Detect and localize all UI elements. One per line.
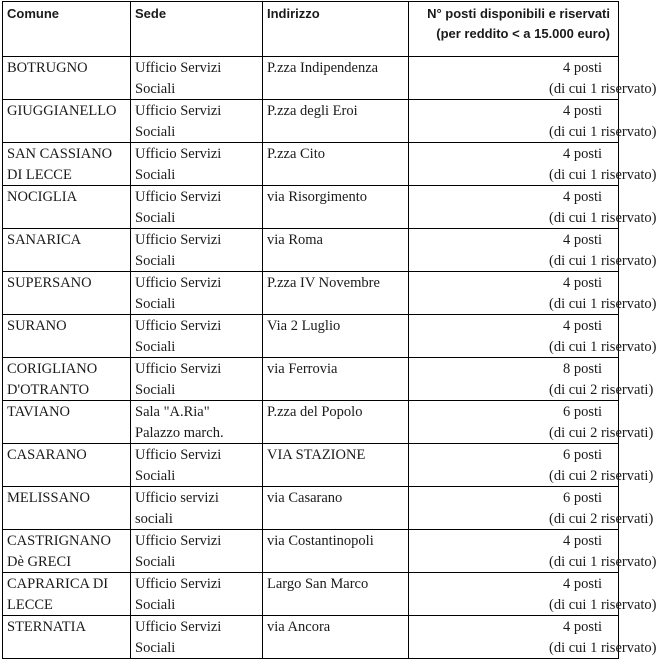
cell-posti bbox=[409, 315, 657, 358]
cell-sede-line: Sociali bbox=[135, 295, 176, 312]
cell-sede-line: Ufficio Servizi bbox=[135, 103, 222, 119]
cell-comune-line: CORIGLIANO bbox=[7, 361, 98, 377]
posti-count: 4 posti bbox=[562, 533, 603, 549]
cell-comune-line: Dè GRECI bbox=[7, 553, 72, 570]
cell-comune bbox=[3, 530, 131, 573]
posti-count: 6 posti bbox=[562, 490, 603, 506]
cell-sede bbox=[131, 100, 263, 143]
cell-indirizzo: via Ancora bbox=[263, 616, 409, 659]
cell-sede-line: Ufficio servizi bbox=[135, 490, 219, 506]
cell-sede-line: Ufficio Servizi bbox=[135, 146, 222, 162]
cell-sede-line: Ufficio Servizi bbox=[135, 533, 222, 549]
cell-comune-line: SANARICA bbox=[7, 232, 82, 248]
posti-riservati: (di cui 2 riservati) bbox=[549, 510, 654, 527]
posti-count: 8 posti bbox=[562, 361, 603, 377]
cell-indirizzo: P.zza IV Novembre bbox=[263, 272, 409, 315]
cell-comune bbox=[3, 401, 131, 444]
cell-comune-line: TAVIANO bbox=[7, 404, 71, 420]
posti-count: 4 posti bbox=[562, 275, 603, 291]
cell-sede-line: Sociali bbox=[135, 467, 176, 484]
cell-sede-line: Ufficio Servizi bbox=[135, 361, 222, 377]
cell-comune-line: D'OTRANTO bbox=[7, 381, 90, 398]
cell-indirizzo: P.zza Indipendenza bbox=[263, 57, 409, 100]
posti-riservati: (di cui 1 riservato) bbox=[549, 338, 657, 355]
cell-comune-line: CASTRIGNANO bbox=[7, 533, 111, 549]
cell-posti bbox=[409, 530, 657, 573]
table-row bbox=[3, 272, 619, 315]
table-row bbox=[3, 616, 619, 659]
cell-sede bbox=[131, 229, 263, 272]
cell-comune-line: CASARANO bbox=[7, 447, 87, 463]
table-row bbox=[3, 186, 619, 229]
cell-posti bbox=[409, 272, 657, 315]
cell-sede-line: Ufficio Servizi bbox=[135, 318, 222, 334]
cell-sede bbox=[131, 444, 263, 487]
cell-posti bbox=[409, 186, 657, 229]
cell-sede-line: Ufficio Servizi bbox=[135, 619, 222, 635]
table-row bbox=[3, 57, 619, 100]
places-table bbox=[2, 1, 657, 659]
cell-sede-line: Sociali bbox=[135, 381, 176, 398]
cell-indirizzo: Via 2 Luglio bbox=[263, 315, 409, 358]
posti-riservati: (di cui 1 riservato) bbox=[549, 252, 657, 269]
posti-riservati: (di cui 1 riservato) bbox=[549, 166, 657, 183]
cell-comune bbox=[3, 143, 131, 186]
cell-posti bbox=[409, 57, 657, 100]
table-row bbox=[3, 573, 619, 616]
cell-comune bbox=[3, 616, 131, 659]
cell-posti bbox=[409, 358, 654, 401]
cell-sede bbox=[131, 358, 263, 401]
cell-comune bbox=[3, 229, 131, 272]
cell-sede-line: Sociali bbox=[135, 209, 176, 226]
cell-posti bbox=[409, 401, 654, 444]
posti-count: 4 posti bbox=[562, 232, 603, 248]
header-row bbox=[3, 2, 619, 57]
table-row bbox=[3, 358, 619, 401]
header-sede: Sede bbox=[131, 2, 263, 57]
cell-sede bbox=[131, 487, 263, 530]
cell-sede-line: Sociali bbox=[135, 123, 176, 140]
cell-comune-line: GIUGGIANELLO bbox=[7, 103, 117, 119]
posti-riservati: (di cui 2 riservati) bbox=[549, 381, 654, 398]
cell-comune bbox=[3, 573, 131, 616]
header-posti bbox=[409, 2, 619, 57]
cell-sede-line: Ufficio Servizi bbox=[135, 189, 222, 205]
cell-comune-line: SUPERSANO bbox=[7, 275, 92, 291]
table-row bbox=[3, 530, 619, 573]
cell-posti bbox=[409, 487, 654, 530]
cell-comune bbox=[3, 444, 131, 487]
posti-count: 6 posti bbox=[562, 404, 603, 420]
header-posti-line2: (per reddito < a 15.000 euro) bbox=[436, 26, 610, 41]
cell-sede bbox=[131, 401, 263, 444]
cell-comune bbox=[3, 57, 131, 100]
posti-riservati: (di cui 1 riservato) bbox=[549, 596, 657, 613]
posti-riservati: (di cui 1 riservato) bbox=[549, 80, 657, 97]
posti-count: 4 posti bbox=[562, 146, 603, 162]
cell-sede-line: Sala "A.Ria" bbox=[135, 404, 210, 420]
cell-sede-line: Ufficio Servizi bbox=[135, 232, 222, 248]
cell-posti bbox=[409, 444, 654, 487]
cell-sede bbox=[131, 143, 263, 186]
table-row bbox=[3, 100, 619, 143]
cell-sede bbox=[131, 186, 263, 229]
cell-posti bbox=[409, 616, 657, 659]
header-comune: Comune bbox=[3, 2, 131, 57]
cell-sede-line: Sociali bbox=[135, 80, 176, 97]
cell-comune bbox=[3, 100, 131, 143]
cell-sede-line: Sociali bbox=[135, 553, 176, 570]
cell-sede bbox=[131, 573, 263, 616]
cell-indirizzo: VIA STAZIONE bbox=[263, 444, 409, 487]
table-row bbox=[3, 444, 619, 487]
posti-count: 4 posti bbox=[562, 619, 603, 635]
cell-comune bbox=[3, 272, 131, 315]
cell-comune-line: STERNATIA bbox=[7, 619, 86, 635]
cell-comune-line: SURANO bbox=[7, 318, 67, 334]
cell-sede-line: Sociali bbox=[135, 166, 176, 183]
cell-indirizzo: via Casarano bbox=[263, 487, 409, 530]
posti-count: 4 posti bbox=[562, 103, 603, 119]
cell-sede-line: Sociali bbox=[135, 338, 176, 355]
cell-sede-line: Sociali bbox=[135, 252, 176, 269]
cell-sede-line: Ufficio Servizi bbox=[135, 60, 222, 76]
cell-comune-line: MELISSANO bbox=[7, 490, 90, 506]
header-posti-line1: N° posti disponibili e riservati bbox=[427, 6, 610, 21]
table-row bbox=[3, 487, 619, 530]
cell-sede bbox=[131, 57, 263, 100]
cell-sede-line: Ufficio Servizi bbox=[135, 447, 222, 463]
table-row bbox=[3, 229, 619, 272]
cell-sede-line: sociali bbox=[135, 510, 173, 527]
cell-comune-line: BOTRUGNO bbox=[7, 60, 88, 76]
table-row bbox=[3, 143, 619, 186]
posti-riservati: (di cui 1 riservato) bbox=[549, 553, 657, 570]
cell-indirizzo: P.zza Cito bbox=[263, 143, 409, 186]
cell-sede-line: Palazzo march. bbox=[135, 424, 224, 441]
cell-comune-line: LECCE bbox=[7, 596, 53, 613]
table-row bbox=[3, 315, 619, 358]
posti-riservati: (di cui 1 riservato) bbox=[549, 639, 657, 656]
cell-comune-line: CAPRARICA DI bbox=[7, 576, 109, 592]
posti-riservati: (di cui 1 riservato) bbox=[549, 123, 657, 140]
cell-sede bbox=[131, 530, 263, 573]
cell-comune bbox=[3, 186, 131, 229]
posti-count: 4 posti bbox=[562, 189, 603, 205]
posti-count: 4 posti bbox=[562, 318, 603, 334]
cell-comune-line: SAN CASSIANO bbox=[7, 146, 113, 162]
cell-posti bbox=[409, 573, 657, 616]
posti-riservati: (di cui 2 riservati) bbox=[549, 467, 654, 484]
cell-sede-line: Ufficio Servizi bbox=[135, 576, 222, 592]
cell-posti bbox=[409, 229, 657, 272]
cell-comune bbox=[3, 315, 131, 358]
cell-posti bbox=[409, 143, 657, 186]
posti-riservati: (di cui 1 riservato) bbox=[549, 209, 657, 226]
cell-indirizzo: via Costantinopoli bbox=[263, 530, 409, 573]
cell-sede bbox=[131, 616, 263, 659]
cell-indirizzo: via Roma bbox=[263, 229, 409, 272]
cell-sede bbox=[131, 272, 263, 315]
cell-comune bbox=[3, 487, 131, 530]
table-row bbox=[3, 401, 619, 444]
cell-indirizzo: via Ferrovia bbox=[263, 358, 409, 401]
posti-riservati: (di cui 1 riservato) bbox=[549, 295, 657, 312]
cell-comune-line: DI LECCE bbox=[7, 166, 72, 183]
cell-sede-line: Sociali bbox=[135, 596, 176, 613]
cell-sede bbox=[131, 315, 263, 358]
posti-count: 6 posti bbox=[562, 447, 603, 463]
cell-comune bbox=[3, 358, 131, 401]
posti-count: 4 posti bbox=[562, 60, 603, 76]
cell-indirizzo: P.zza del Popolo bbox=[263, 401, 409, 444]
cell-comune-line: NOCIGLIA bbox=[7, 189, 78, 205]
cell-indirizzo: via Risorgimento bbox=[263, 186, 409, 229]
cell-indirizzo: Largo San Marco bbox=[263, 573, 409, 616]
header-indirizzo: Indirizzo bbox=[263, 2, 409, 57]
posti-riservati: (di cui 2 riservati) bbox=[549, 424, 654, 441]
cell-sede-line: Sociali bbox=[135, 639, 176, 656]
posti-count: 4 posti bbox=[562, 576, 603, 592]
cell-indirizzo: P.zza degli Eroi bbox=[263, 100, 409, 143]
cell-posti bbox=[409, 100, 657, 143]
cell-sede-line: Ufficio Servizi bbox=[135, 275, 222, 291]
